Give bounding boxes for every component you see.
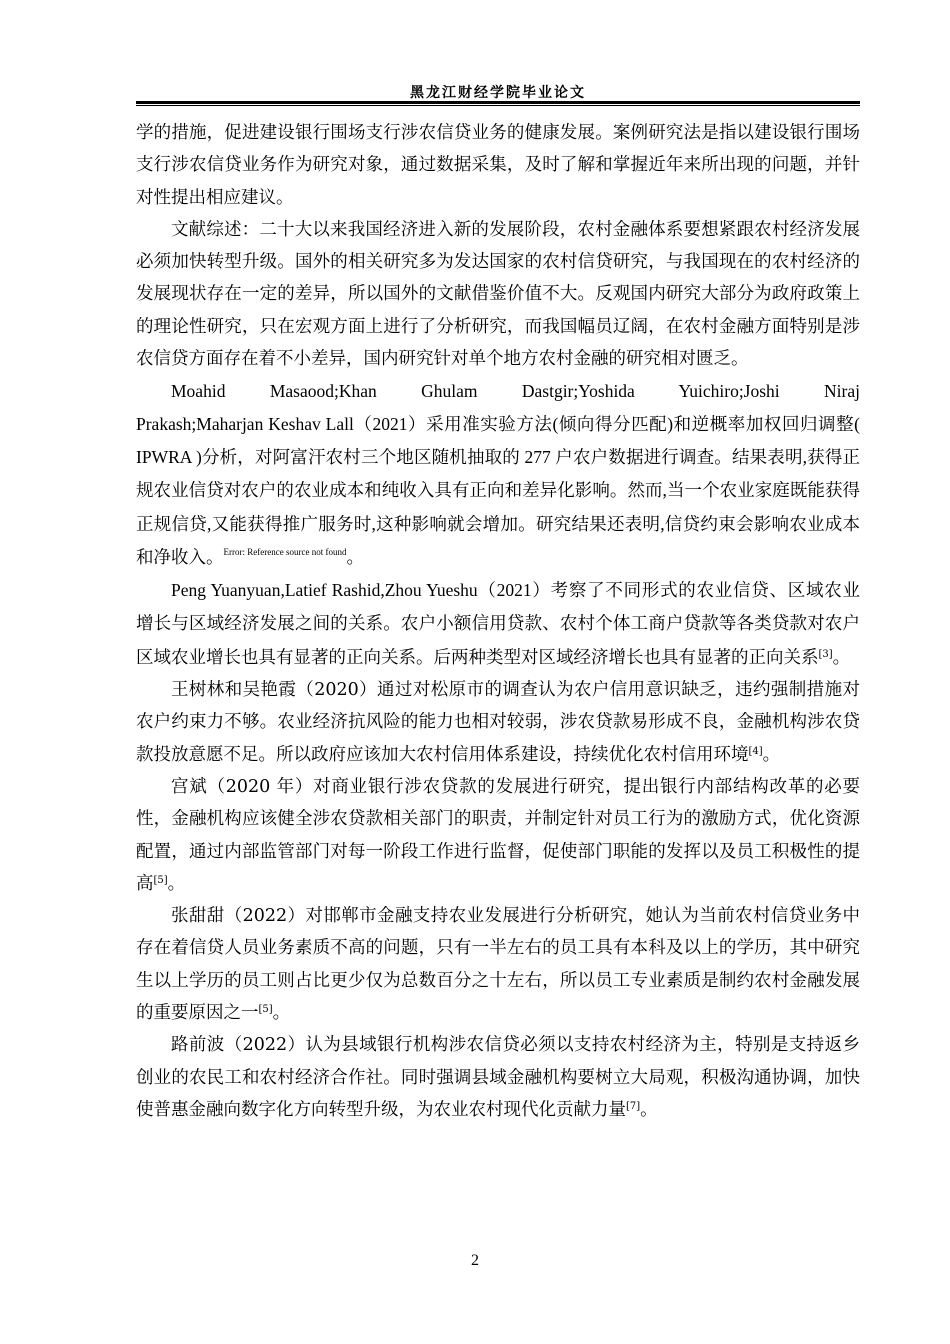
page-number: 2 [471, 1252, 479, 1269]
paragraph-continued: 学的措施，促进建设银行围场支行涉农信贷业务的健康发展。案例研究法是指以建设银行围场支行涉农信贷业务作为研究对象，通过数据采集，及时了解和掌握近年来所出现的问题，并针对性提出相应建议。 [136, 123, 860, 208]
paragraph-lu-end: 。 [640, 1099, 658, 1120]
paragraph-wang [136, 674, 860, 771]
header-rule-thin [136, 105, 860, 106]
paragraph-moahid-end: 。 [346, 547, 364, 568]
paragraph-moahid-text: Prakash;Maharjan Keshav Lall（2021）采用准实验方法(倾向得分匹配)和逆概率加权回归调整( IPWRA )分析，对阿富汗农村三个地区随机抽取的 277 户农户数据进行调查。结果表明,获得正规农业信贷对农户的农业成本和纯收入具有正向和差异化影响。然而,当一个农业家庭既能获得正规信贷,又能获得推广服务时,这种影响就会增加。研究结果还表明,信贷约束会影响农业成本和净收入。 [136, 413, 860, 567]
paragraph-peng-end: 。 [832, 647, 851, 668]
paragraph-peng-text: Peng Yuanyuan,Latief Rashid,Zhou Yueshu（2021）考察了不同形式的农业信贷、区域农业增长与区域经济发展之间的关系。农户小额信用贷款、农村个体工商户贷款等各类贷款对农户区域农业增长也具有显著的正向关系。后两种类型对区域经济增长也具有显著的正向关系 [136, 580, 860, 667]
citation-ref: [5] [258, 1004, 273, 1016]
paragraph-zhang-text: 张甜甜（2022）对邯郸市金融支持农业发展进行分析研究，她认为当前农村信贷业务中存在着信贷人员业务素质不高的问题，只有一半左右的员工具有本科及以上的学历，其中研究生以上学历的员工则占比更少仅为总数百分之十左右，所以员工专业素质是制约农村金融发展的重要原因之一 [136, 906, 860, 1024]
paragraph-gong-end: 。 [167, 873, 186, 894]
paragraph-gong-text: 宫斌（2020 年）对商业银行涉农贷款的发展进行研究，提出银行内部结构改革的必要性，金融机构应该健全涉农贷款相关部门的职责，并制定针对员工行为的激励方式，优化资源配置，通过内部监管部门对每一阶段工作进行监督，促使部门职能的发挥以及员工积极性的提高 [136, 776, 860, 894]
paragraph-zhang-end: 。 [272, 1003, 291, 1024]
citation-ref: [7] [626, 1100, 641, 1112]
header-rule-thick [136, 101, 860, 104]
paragraph-peng [136, 574, 860, 674]
body-text [136, 117, 860, 1126]
paragraph-wang-text: 王树林和吴艳霞（2020）通过对松原市的调查认为农户信用意识缺乏，违约强制措施对农户约束力不够。农业经济抗风险的能力也相对较弱，涉农贷款易形成不良，金融机构涉农贷款投放意愿不足。所以政府应该加大农村信用体系建设，持续优化农村信用环境 [136, 680, 860, 765]
paragraph-moahid-authors: Moahid Masaood;Khan Ghulam Dastgir;Yoshida Yuichiro;Joshi Niraj [171, 381, 860, 402]
paragraph-moahid [136, 408, 860, 574]
citation-ref: [3] [818, 648, 833, 660]
running-header: 黑龙江财经学院毕业论文 [410, 85, 586, 101]
citation-ref: [4] [748, 745, 763, 757]
paragraph-literature-review: 文献综述：二十大以来我国经济进入新的发展阶段，农村金融体系要想紧跟农村经济发展必须加快转型升级。国外的相关研究多为发达国家的农村信贷研究，与我国现在的农村经济的发展现状存在一定的差异，所以国外的文献借鉴价值不大。反观国内研究大部分为政府政策上的理论性研究，只在宏观方面上进行了分析研究，而我国幅员辽阔，在农村金融方面特别是涉农信贷方面存在着不小差异，国内研究针对单个地方农村金融的研究相对匮乏。 [136, 219, 860, 370]
reference-error-note: Error: Reference source not found [223, 546, 347, 557]
paragraph-lu [136, 1029, 860, 1126]
paragraph-zhang [136, 900, 860, 1029]
paragraph-lu-text: 路前波（2022）认为县域银行机构涉农信贷必须以支持农村经济为主，特别是支持返乡创业的农民工和农村经济合作社。同时强调县域金融机构要树立大局观，积极沟通协调，加快使普惠金融向数字化方向转型升级，为农业农村现代化贡献力量 [136, 1035, 860, 1120]
paragraph-wang-end: 。 [762, 744, 781, 765]
paragraph-gong [136, 771, 860, 900]
citation-ref: [5] [153, 874, 168, 886]
